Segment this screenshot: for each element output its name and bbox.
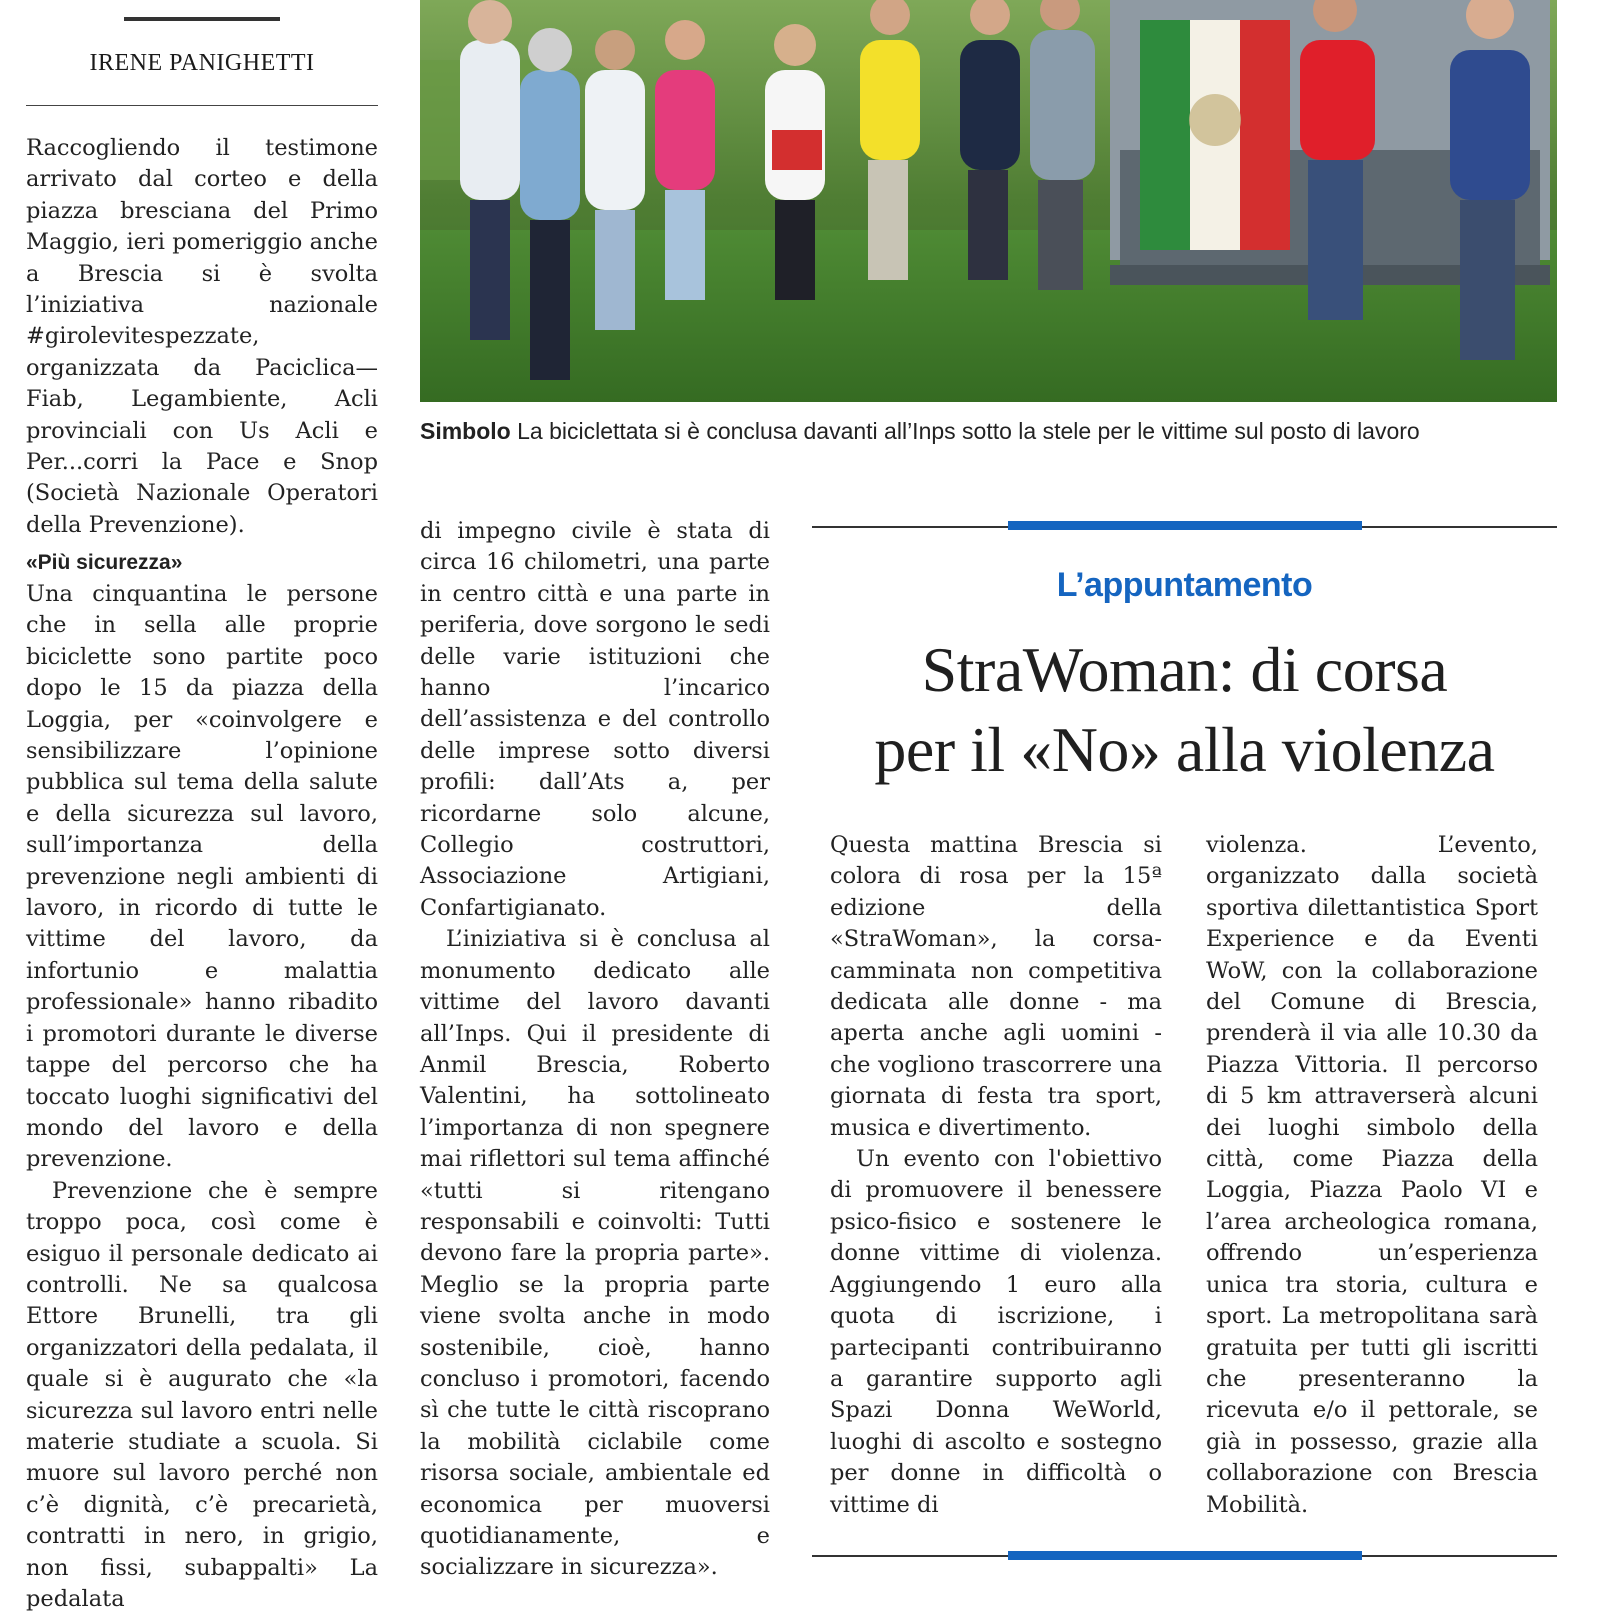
byline: IRENE PANIGHETTI — [89, 50, 315, 76]
top-rule — [124, 17, 280, 21]
photo-caption — [420, 418, 1570, 445]
paragraph: Prevenzione che è sempre troppo poca, così come è esiguo il personale dedicato ai controlli. Ne sa qualcosa Ettore Brunelli, tra gli organizzatori della pedalata, il quale si è augurato che «la sicurezza sul lavoro entri nelle materie studiate a scuola. Si muore sul lavoro perché non c’è dignità, c’è precarietà, contratti in nero, in grigio, non fissi, subappalti» La pedalata — [26, 1177, 378, 1612]
paragraph: L’iniziativa si è conclusa al monumento dedicato alle vittime del lavoro davanti all’Inps. Qui il presidente di Anmil Brescia, Roberto Valentini, ha sottolineato l’importanza di non spegnere mai riflettori sul tema affinché «tutti si ritengano responsabili e coinvolti: Tutti devono fare la propria parte». Meglio se la propria parte viene svolta anche in modo sostenibile, cioè, hanno concluso i promotori, facendo sì che tutte le città riscoprano la mobilità ciclabile come risorsa sociale, ambientale ed economica per muoversi quotidianamente, e socializzare in sicurezza». — [420, 926, 770, 1581]
byline-rule — [26, 105, 378, 106]
article-column-2 — [420, 516, 770, 1584]
paragraph: Raccogliendo il testimone arrivato dal corteo e della piazza bresciana del Primo Maggio, ieri pomeriggio anche a Brescia si è svolta l’iniziativa nazionale #girolevitespezzate, organizzata da Paciclica—Fiab, Legambiente, Acli provinciali con Us Acli e Per...corri la Pace e Snop (Società Nazionale Operatori della Prevenzione). — [26, 135, 378, 538]
box-column-2 — [1206, 830, 1538, 1521]
box-kicker: L’appuntamento — [1056, 566, 1313, 604]
paragraph: violenza. L’evento, organizzato dalla società sportiva dilettantistica Sport Experience e da Eventi WoW, con la collaborazione del Comune di Brescia, prenderà il via alle 10.30 da Piazza Vittoria. Il percorso di 5 km attraverserà alcuni dei luoghi simbolo della città, come Piazza della Loggia, Piazza Paolo VI e l’area archeologica romana, offrendo un’esperienza unica tra storia, cultura e sport. La metropolitana sarà gratuita per tutti gli iscritti che presenteranno la ricevuta e/o il pettorale, se già in possesso, grazie alla collaborazione con Brescia Mobilità. — [1206, 832, 1538, 1518]
subheading: «Più sicurezza» — [26, 551, 183, 574]
paragraph: Questa mattina Brescia si colora di rosa per la 15ª edizione della «StraWoman», la corsa-camminata non competitiva dedicata alle donne - ma aperta anche agli uomini - che vogliono trascorrere una giornata di festa tra sport, musica e divertimento. — [830, 832, 1162, 1141]
paragraph: Un evento con l'obiettivo di promuovere il benessere psico-fisico e sostenere le donne vittime di violenza. Aggiungendo 1 euro alla quota di iscrizione, i partecipanti contribuiranno a garantire supporto agli Spazi Donna WeWorld, luoghi di ascolto e sostegno per donne in difficoltà o vittime di — [830, 1146, 1162, 1518]
paragraph: Una cinquantina le persone che in sella alle proprie biciclette sono partite poco dopo le 15 da piazza della Loggia, per «coinvolgere e sensibilizzare l’opinione pubblica sul tema della salute e della sicurezza sul lavoro, sull’importanza della prevenzione negli ambienti di lavoro, in ricordo di tutte le vittime del lavoro, da infortunio e malattia professionale» hanno ribadito i promotori durante le diverse tappe del percorso che ha toccato luoghi significativi del mondo del lavoro e della prevenzione. — [26, 581, 378, 1173]
box-top-accent — [1008, 521, 1362, 530]
box-headline — [812, 630, 1557, 790]
article-column-1 — [26, 133, 378, 541]
news-photo — [420, 0, 1557, 402]
headline-line-2: per il «No» alla violenza — [874, 714, 1495, 785]
caption-label: Simbolo — [420, 418, 511, 444]
headline-line-1: StraWoman: di corsa — [921, 634, 1448, 705]
caption-text: La biciclettata si è conclusa davanti all’Inps sotto la stele per le vittime sul posto di lavoro — [517, 418, 1420, 444]
paragraph: di impegno civile è stata di circa 16 chilometri, una parte in centro città e una parte in periferia, dove sorgono le sedi delle varie istituzioni che hanno l’incarico dell’assistenza e del controllo delle imprese sotto diversi profili: dall’Ats a, per ricordarne solo alcune, Collegio costruttori, Associazione Artigiani, Confartigianato. — [420, 518, 770, 921]
article-column-1b — [26, 551, 378, 1615]
box-bottom-accent — [1008, 1551, 1362, 1560]
box-column-1 — [830, 830, 1162, 1521]
